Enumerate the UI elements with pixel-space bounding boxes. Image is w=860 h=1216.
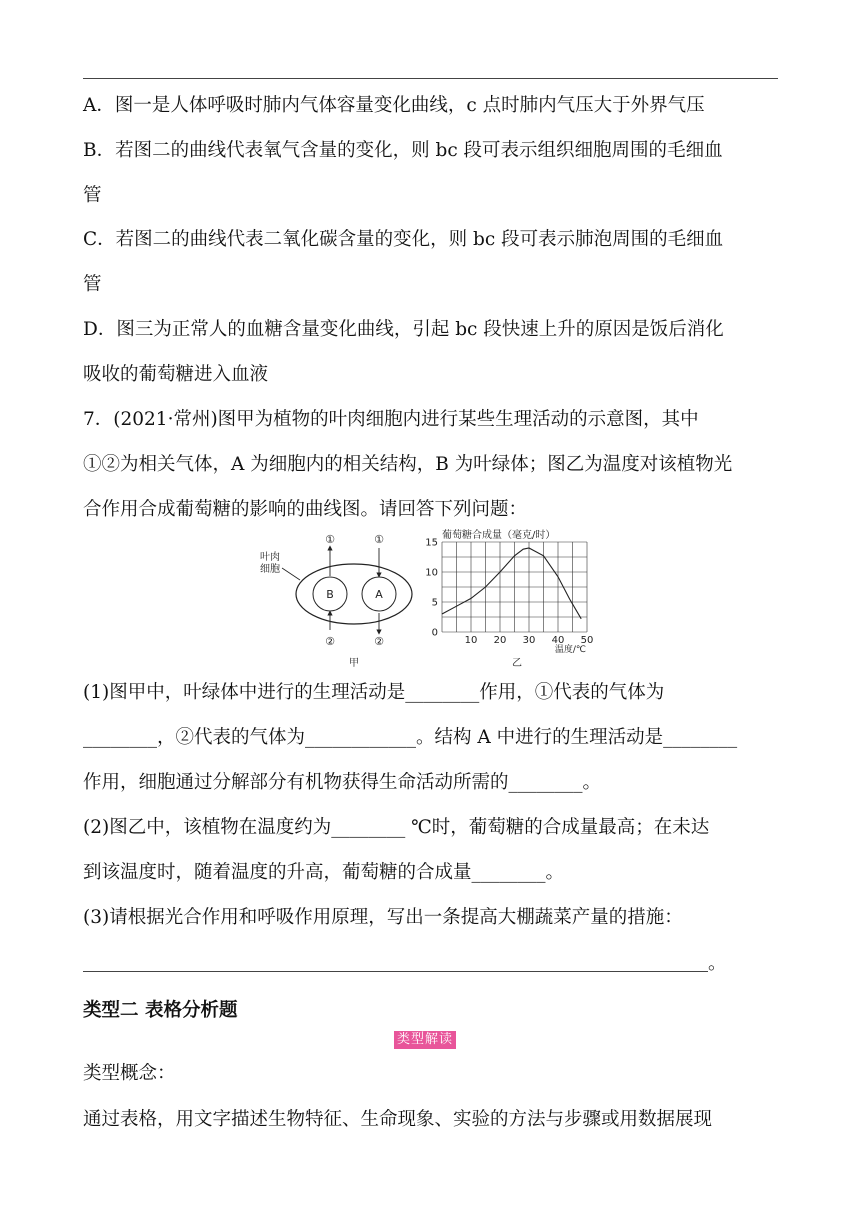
y-tick-label: 5 bbox=[431, 597, 438, 609]
type-badge: 类型解读 bbox=[394, 1031, 456, 1049]
series-line bbox=[442, 548, 581, 619]
chart-yi bbox=[425, 528, 593, 669]
chart-title: 葡萄糖合成量（毫克/时） bbox=[442, 530, 556, 541]
option-a: A．图一是人体呼吸时肺内气体容量变化曲线，c 点时肺内气压大于外界气压 bbox=[83, 95, 705, 116]
option-c-line2: 管 bbox=[83, 274, 102, 295]
caption-yi: 乙 bbox=[512, 658, 522, 669]
part-1-line1: (1)图甲中，叶绿体中进行的生理活动是________作用，①代表的气体为 bbox=[83, 682, 665, 703]
cell-label-1: 叶肉 bbox=[260, 552, 280, 563]
part-3-end-mark: 。 bbox=[708, 953, 727, 974]
x-axis-label: 温度/℃ bbox=[554, 645, 586, 655]
y-tick-label: 10 bbox=[425, 567, 438, 579]
question-7-line1: 7．(2021·常州)图甲为植物的叶肉细胞内进行某些生理活动的示意图，其中 bbox=[83, 409, 699, 430]
option-c-line1: C．若图二的曲线代表二氧化碳含量的变化，则 bc 段可表示肺泡周围的毛细血 bbox=[83, 229, 724, 250]
question-7-line3: 合作用合成葡萄糖的影响的曲线图。请回答下列问题： bbox=[83, 499, 528, 520]
a-label: A bbox=[375, 588, 383, 601]
y-tick-label: 15 bbox=[425, 537, 438, 549]
answer-blank-line bbox=[83, 971, 708, 972]
x-tick-label: 10 bbox=[464, 635, 478, 646]
section-heading: 类型二 表格分析题 bbox=[83, 1000, 238, 1021]
gas-2-right: ② bbox=[374, 635, 384, 648]
option-b-line2: 管 bbox=[83, 185, 102, 206]
part-2-line2: 到该温度时，随着温度的升高，葡萄糖的合成量________。 bbox=[83, 862, 565, 883]
option-b-line1: B．若图二的曲线代表氧气含量的变化，则 bc 段可表示组织细胞周围的毛细血 bbox=[83, 140, 723, 161]
concept-text: 通过表格，用文字描述生物特征、生命现象、实验的方法与步骤或用数据展现 bbox=[83, 1109, 713, 1130]
part-3-line1: (3)请根据光合作用和呼吸作用原理，写出一条提高大棚蔬菜产量的措施： bbox=[83, 907, 683, 928]
diagram-jia bbox=[260, 533, 412, 669]
figure-jia-yi bbox=[252, 528, 612, 672]
x-tick-label: 40 bbox=[551, 635, 565, 646]
gas-1-left: ① bbox=[325, 533, 335, 546]
b-label: B bbox=[326, 588, 334, 601]
gas-2-left: ② bbox=[325, 635, 335, 648]
option-d-line1: D．图三为正常人的血糖含量变化曲线，引起 bc 段快速上升的原因是饭后消化 bbox=[83, 319, 724, 340]
part-1-line2: ________，②代表的气体为____________。结构 A 中进行的生理活动是________ bbox=[83, 727, 738, 748]
concept-label: 类型概念： bbox=[83, 1063, 176, 1084]
y-tick-label: 0 bbox=[431, 627, 438, 639]
question-7-line2: ①②为相关气体，A 为细胞内的相关结构，B 为叶绿体；图乙为温度对该植物光 bbox=[83, 454, 733, 475]
x-tick-label: 20 bbox=[493, 635, 507, 646]
part-1-line3: 作用，细胞通过分解部分有机物获得生命活动所需的________。 bbox=[83, 772, 602, 793]
top-rule bbox=[83, 78, 778, 79]
gas-1-right: ① bbox=[374, 533, 384, 546]
part-2-line1: (2)图乙中，该植物在温度约为________ ℃时，葡萄糖的合成量最高；在未达 bbox=[83, 817, 710, 838]
cell-label-2: 细胞 bbox=[260, 564, 280, 575]
x-tick-label: 50 bbox=[580, 635, 594, 646]
option-d-line2: 吸收的葡萄糖进入血液 bbox=[83, 364, 269, 385]
caption-jia: 甲 bbox=[349, 658, 359, 669]
x-tick-label: 30 bbox=[522, 635, 536, 646]
